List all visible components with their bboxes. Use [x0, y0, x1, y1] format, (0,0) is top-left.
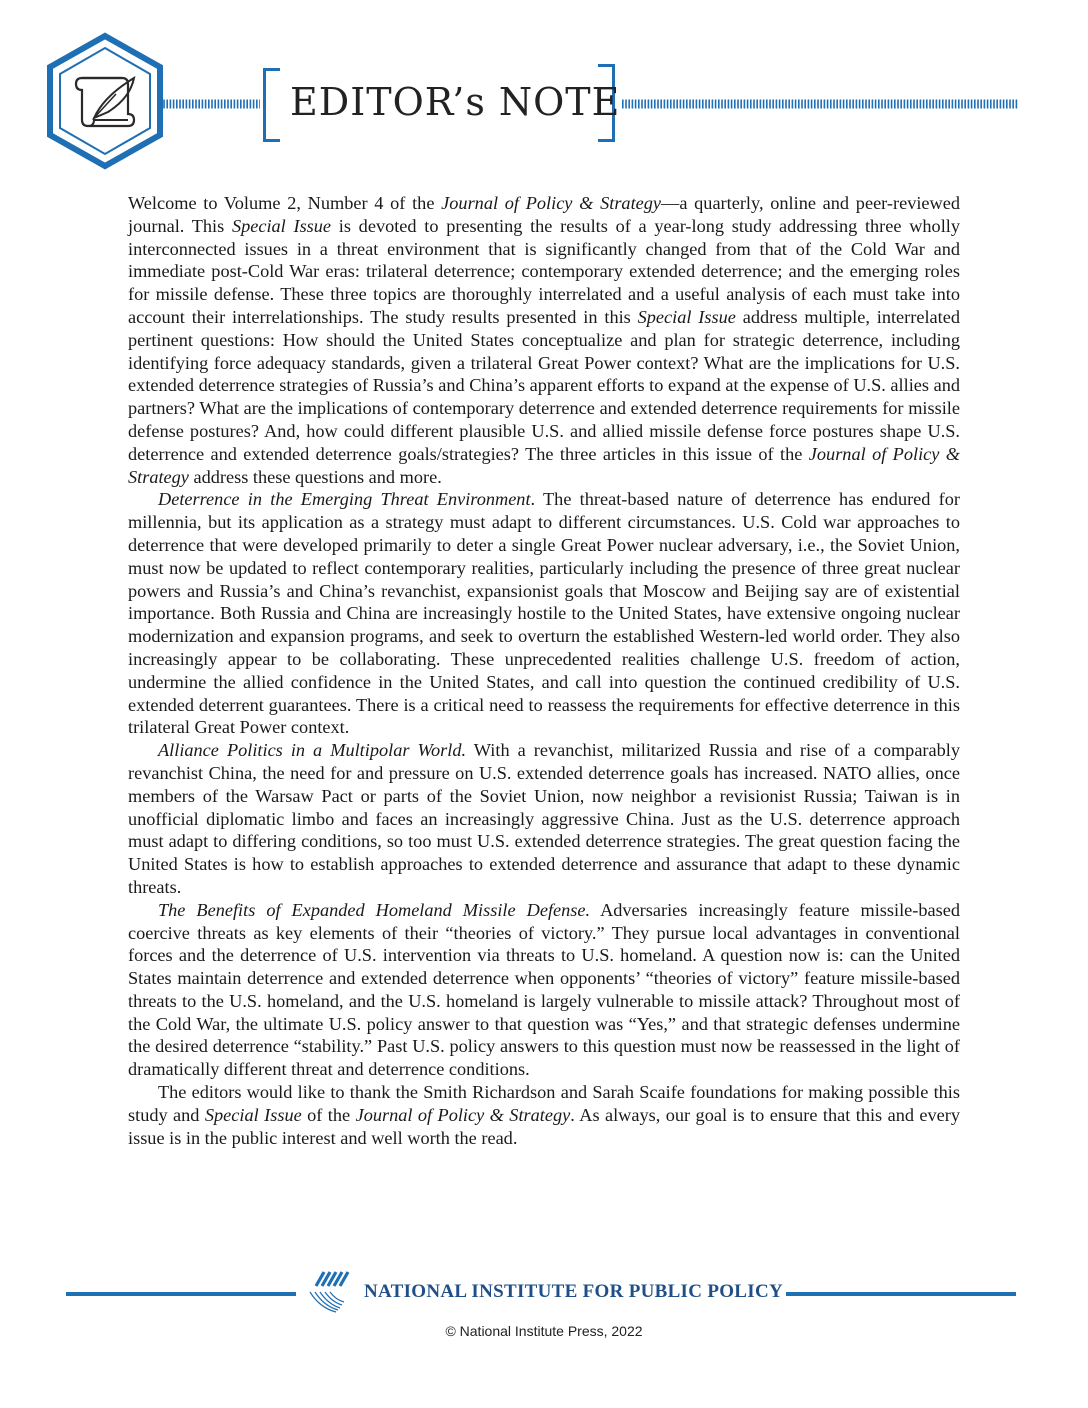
decorative-dotted-line-left	[160, 99, 260, 109]
decorative-dotted-line-right	[622, 99, 1018, 109]
paragraph-acknowledgments: The editors would like to thank the Smith Richardson and Sarah Scaife foundations for making possible this study and Special Issue of the Journal of Policy & Strategy. As always, our goal is to ensure that this and every issue is in the public interest and well worth the read.	[128, 1082, 961, 1148]
paragraph-intro: Welcome to Volume 2, Number 4 of the Journal of Policy & Strategy—a quarterly, online and peer-reviewed journal. This Special Issue is devoted to presenting the results of a year-long study addressing three wholly interconnected issues in a threat environment that is significantly changed from that of the Cold War and immediate post-Cold War eras: trilateral deterrence; contemporary extended deterrence; and the emerging roles for missile defense. These three topics are thoroughly interrelated and a useful analysis of each must take into account their interrelationships. The study results presented in this Special Issue address multiple, interrelated pertinent questions: How should the United States conceptualize and plan for strategic deterrence, including identifying force adequacy standards, given a trilateral Great Power context? What are the implications for U.S. extended deterrence strategies of Russia’s and China’s apparent efforts to expand at the expense of U.S. allies and partners? What are the implications of contemporary deterrence and extended deterrence requirements for missile defense postures? And, how could different plausible U.S. and allied missile defense force postures shape U.S. deterrence and extended deterrence goals/strategies? The three articles in this issue of the Journal of Policy & Strategy address these questions and more.	[128, 193, 961, 487]
footer-rule-right	[786, 1292, 1016, 1296]
organization-name: NATIONAL INSTITUTE FOR PUBLIC POLICY	[364, 1281, 784, 1302]
title-bracket-left	[263, 68, 280, 142]
copyright-notice: © National Institute Press, 2022	[445, 1323, 643, 1339]
paragraph-deterrence: Deterrence in the Emerging Threat Environment. The threat-based nature of deterrence has endured for millennia, but its application as a strategy must adapt to different circumstances. U.S. Cold war approaches to deterrence that were developed primarily to deter a single Great Power nuclear adversary, i.e., the Soviet Union, must now be updated to reflect contemporary realities, particularly including the presence of three great nuclear powers and Russia’s and China’s revanchist, expansionist goals that Moscow and Beijing say are of existential importance. Both Russia and China are increasingly hostile to the United States, have extensive ongoing nuclear modernization and expansion programs, and seek to overturn the established Western-led world order. They also increasingly appear to be collaborating. These unprecedented realities challenge U.S. freedom of action, undermine the allied confidence in the United States, and call into question the continued credibility of U.S. extended deterrent guarantees. There is a critical need to reassess the requirements for effective deterrence in this trilateral Great Power context.	[128, 489, 960, 738]
page-title: EDITOR’s NOTE	[290, 80, 621, 124]
paragraph-missile-defense: The Benefits of Expanded Homeland Missile Defense. Adversaries increasingly feature missile-based coercive threats as key elements of their “theories of victory.” They pursue local advantages in conventional forces and the deterrence of U.S. intervention via threats to U.S. homeland. A question now is: can the United States maintain deterrence and extended deterrence when opponents’ “theories of victory” feature missile-based threats to the U.S. homeland, and the U.S. homeland is largely vulnerable to missile attack? Throughout most of the Cold War, the ultimate U.S. policy answer to that question was “Yes,” and that strategic defenses undermine the desired deterrence “stability.” Past U.S. policy answers to this question must now be reassessed in the light of dramatically different threat and deterrence conditions.	[128, 899, 960, 1080]
paragraph-alliance-politics: Alliance Politics in a Multipolar World. With a revanchist, militarized Russia and rise of a comparably revanchist China, the need for and pressure on U.S. extended deterrence goals has increased. NATO allies, once members of the Warsaw Pact or parts of the Soviet Union, now neighbor a revisionist Russia; Taiwan is in unofficial diplomatic limbo and faces an increasingly aggressive China. Just as the U.S. deterrence approach must adapt to differing conditions, so too must U.S. extended deterrence strategies. The great question facing the United States is how to establish approaches to extended deterrence and assurance that adapt to these dynamic threats.	[128, 740, 960, 897]
scroll-quill-icon	[44, 32, 166, 170]
editors-note-body	[128, 192, 960, 1149]
nipp-stripes-icon	[306, 1268, 358, 1318]
footer-rule-left	[66, 1292, 296, 1296]
